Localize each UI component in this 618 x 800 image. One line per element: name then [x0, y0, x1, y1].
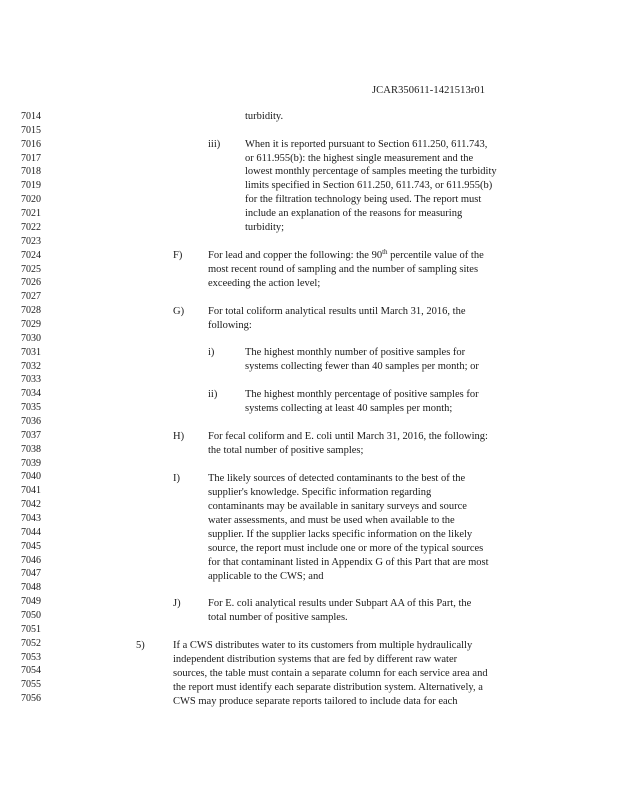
line-number: 7027: [21, 291, 41, 303]
text-line: supplier's knowledge. Specific information regarding: [208, 487, 432, 498]
line-number: 7054: [21, 665, 41, 677]
line-number: 7055: [21, 679, 41, 691]
text-line: the report must identify each separate distribution system. Alternatively, a: [173, 682, 483, 693]
text-line: CWS may produce separate reports tailored to include data for each: [173, 696, 458, 707]
text-line: independent distribution systems that are fed by different raw water: [173, 654, 458, 665]
text-line: the total number of positive samples;: [208, 445, 364, 456]
line-number: 7014: [21, 111, 41, 122]
line-number: 7033: [21, 374, 41, 386]
item-marker: i): [208, 347, 215, 358]
line-number: 7051: [21, 623, 41, 635]
line-number: 7047: [21, 568, 41, 580]
line-number: 7020: [21, 194, 41, 206]
text-line: supplier. If the supplier lacks specific information on the likely: [208, 529, 473, 540]
text-line: systems collecting at least 40 samples per month;: [245, 403, 453, 414]
line-number: 7052: [21, 637, 41, 649]
text-line: contaminants may be available in sanitary surveys and source: [208, 501, 467, 512]
line-number: 7021: [21, 208, 41, 219]
line-number: 7038: [21, 443, 41, 455]
line-number: 7049: [21, 596, 41, 608]
text-line: The highest monthly percentage of positive samples for: [245, 389, 479, 400]
item-marker: F): [173, 250, 183, 261]
text-line: source, the report must include one or more of the typical sources: [208, 543, 484, 554]
text-line: total number of positive samples.: [208, 612, 348, 623]
text-line: following:: [208, 320, 252, 331]
line-number: 7034: [21, 388, 41, 400]
text-line: The highest monthly number of positive samples for: [245, 347, 466, 358]
text-line: The likely sources of detected contaminants to the best of the: [208, 473, 466, 484]
line-number: 7045: [21, 540, 41, 552]
line-number: 7050: [21, 610, 41, 621]
line-number: 7031: [21, 346, 41, 358]
line-number: 7039: [21, 457, 41, 469]
text-line: applicable to the CWS; and: [208, 571, 324, 582]
line-number: 7043: [21, 512, 41, 524]
line-number: 7024: [21, 249, 41, 261]
line-number: 7035: [21, 402, 41, 414]
item-marker: G): [173, 306, 185, 317]
line-number: 7018: [21, 166, 41, 178]
text-line: for the filtration technology being used. The report must: [245, 194, 482, 205]
text-line: water assessments, and must be used when available to the: [208, 515, 455, 526]
line-number: 7046: [21, 554, 41, 566]
document-header-id: JCAR350611-1421513r01: [372, 85, 486, 96]
line-number: 7016: [21, 138, 41, 150]
text-line: include an explanation of the reasons for measuring: [245, 208, 463, 219]
text-line: limits specified in Section 611.250, 611.743, or 611.955(b): [245, 180, 493, 191]
text-line: lowest monthly percentage of samples meeting the turbidity: [245, 166, 497, 177]
line-number: 7028: [21, 305, 41, 316]
text-line: systems collecting fewer than 40 samples per month; or: [245, 361, 479, 372]
line-number: 7022: [21, 221, 41, 233]
text-line: sources, the table must contain a separate column for each service area and: [173, 668, 488, 679]
line-number: 7032: [21, 360, 41, 372]
line-number: 7025: [21, 263, 41, 275]
text-line: If a CWS distributes water to its customers from multiple hydraulically: [173, 640, 473, 651]
text-line: For total coliform analytical results until March 31, 2016, the: [208, 306, 466, 317]
line-number: 7048: [21, 582, 41, 594]
line-number: 7030: [21, 332, 41, 344]
superscript: th: [382, 248, 388, 256]
line-number: 7056: [21, 693, 41, 705]
text-line: exceeding the action level;: [208, 278, 321, 289]
text-line: When it is reported pursuant to Section 611.250, 611.743,: [245, 139, 488, 150]
line-number: 7044: [21, 526, 41, 538]
text-line: [208, 250, 484, 262]
text-segment: percentile value of the: [387, 250, 484, 261]
line-number: 7036: [21, 415, 41, 427]
line-number: 7015: [21, 124, 41, 136]
line-number: 7037: [21, 429, 41, 441]
line-number: 7040: [21, 471, 41, 483]
line-number: 7042: [21, 499, 41, 511]
text-line: or 611.955(b): the highest single measurement and the: [245, 153, 474, 164]
item-marker: I): [173, 473, 180, 484]
text-line: For E. coli analytical results under Subpart AA of this Part, the: [208, 598, 472, 609]
line-number: 7023: [21, 235, 41, 247]
item-marker: H): [173, 431, 185, 442]
text-segment: For lead and copper the following: the 90: [208, 250, 383, 261]
line-number: 7041: [21, 485, 41, 497]
line-number: 7029: [21, 318, 41, 330]
text-line: turbidity;: [245, 222, 285, 233]
item-marker: iii): [208, 139, 221, 150]
item-marker: 5): [136, 640, 145, 651]
text-line: turbidity.: [245, 111, 284, 122]
line-number: 7017: [21, 152, 41, 164]
line-number: 7019: [21, 180, 41, 192]
line-number: 7053: [21, 651, 41, 663]
item-marker: J): [173, 598, 181, 609]
line-number: 7026: [21, 277, 41, 289]
item-marker: ii): [208, 389, 218, 400]
text-line: for that contaminant listed in Appendix G of this Part that are most: [208, 557, 489, 568]
text-line: most recent round of sampling and the number of sampling sites: [208, 264, 479, 275]
text-line: For fecal coliform and E. coli until March 31, 2016, the following:: [208, 431, 488, 442]
